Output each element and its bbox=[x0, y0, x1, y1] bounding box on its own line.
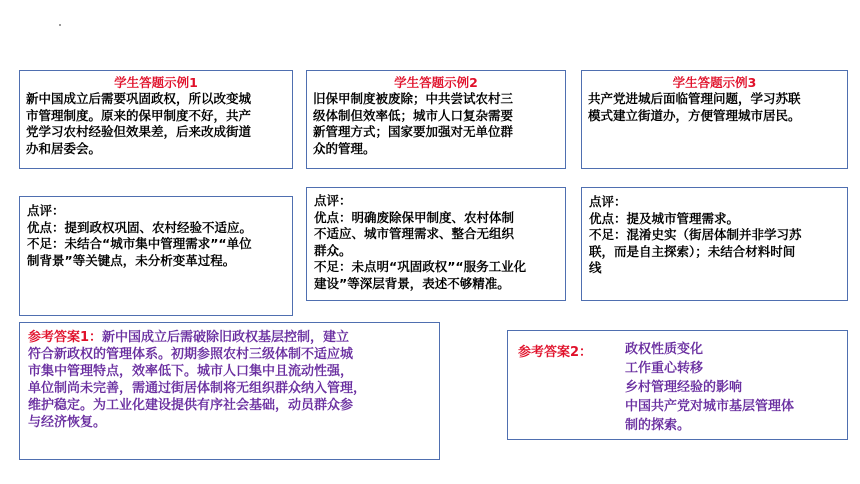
list-item: 政权性质变化 bbox=[625, 342, 704, 357]
example-text bbox=[582, 91, 847, 124]
text-line: 点评： bbox=[589, 194, 627, 209]
text-line: 旧保甲制度被废除；中共尝试农村三 bbox=[313, 91, 514, 106]
text-line: 级体制但效率低；城市人口复杂需要 bbox=[313, 107, 514, 123]
example-title: 学生答题示例3 bbox=[672, 75, 757, 90]
text-line bbox=[28, 329, 431, 346]
text-line: 点评： bbox=[314, 193, 352, 208]
comment-text bbox=[582, 188, 847, 277]
list-item: 制的探索。 bbox=[625, 418, 691, 433]
text-line: 新中国成立后需要巩固政权，所以改变城 bbox=[26, 91, 252, 106]
comment-box-2 bbox=[306, 187, 566, 301]
text-line: 优点：提及城市管理需求。 bbox=[589, 210, 740, 226]
decorative-dot bbox=[59, 24, 61, 26]
comment-box-3 bbox=[581, 187, 848, 301]
text-line: 单位制尚未完善，需通过街居体制将无组织群众纳入管理， bbox=[28, 381, 367, 396]
comment-box-1 bbox=[19, 196, 293, 316]
reference-answer-1-box bbox=[19, 322, 440, 460]
reference-answer-1-label: 参考答案1： bbox=[28, 330, 103, 345]
text-line: 线 bbox=[589, 260, 602, 275]
example-title: 学生答题示例1 bbox=[114, 75, 198, 90]
comment-text bbox=[20, 197, 292, 269]
reference-answer-2-list bbox=[625, 340, 794, 435]
reference-answer-1-text bbox=[20, 323, 439, 431]
example-box-1 bbox=[19, 70, 293, 169]
reference-answer-2-label: 参考答案2： bbox=[518, 345, 593, 360]
text-line: 市管理制度。原来的保甲制度不好，共产 bbox=[26, 107, 252, 123]
text-line: 建设”等深层背景，表述不够精准。 bbox=[314, 275, 510, 291]
text-line: 符合新政权的管理体系。初期参照农村三级体制不适应城 bbox=[28, 347, 354, 362]
text-line: 维护稳定。为工业化建设提供有序社会基础，动员群众参 bbox=[28, 398, 354, 413]
reference-answer-2-box bbox=[507, 330, 848, 440]
text-line: 众的管理。 bbox=[313, 140, 376, 156]
example-box-2 bbox=[306, 70, 566, 169]
text-line: 不适应、城市管理需求、整合无组织 bbox=[314, 226, 515, 241]
text-line: 不足：未结合“城市集中管理需求”“单位 bbox=[27, 236, 252, 251]
example-text bbox=[307, 91, 565, 157]
text-line: 群众。 bbox=[314, 242, 352, 258]
text-line: 联，而是自主探索）；未结合材料时间 bbox=[589, 243, 796, 259]
text-line: 模式建立街道办，方便管理城市居民。 bbox=[588, 107, 801, 123]
text-line: 优点：明确废除保甲制度、农村体制 bbox=[314, 209, 515, 225]
text-line: 不足：未点明“巩固政权”“服务工业化 bbox=[314, 259, 527, 274]
example-text bbox=[20, 91, 292, 157]
example-title: 学生答题示例2 bbox=[394, 75, 478, 90]
list-item: 工作重心转移 bbox=[625, 361, 704, 376]
text-line: 不足：混淆史实（街居体制并非学习苏 bbox=[589, 227, 802, 242]
list-item: 中国共产党对城市基层管理体 bbox=[625, 399, 795, 414]
text-line: 制背景”等关键点，未分析变革过程。 bbox=[27, 252, 236, 268]
text-line: 办和居委会。 bbox=[26, 140, 102, 156]
text-fragment: 新中国成立后需破除旧政权基层控制，建立 bbox=[102, 330, 350, 345]
text-line: 新管理方式；国家要加强对无单位群 bbox=[313, 124, 514, 139]
list-item: 乡村管理经验的影响 bbox=[625, 380, 743, 395]
comment-text bbox=[307, 188, 565, 292]
text-line: 市集中管理特点，效率低下。城市人口集中且流动性强， bbox=[28, 364, 354, 379]
text-line: 党学习农村经验但效果差，后来改成街道 bbox=[26, 124, 252, 139]
text-line: 点评： bbox=[27, 203, 65, 218]
text-line: 共产党进城后面临管理问题，学习苏联 bbox=[588, 91, 801, 106]
text-line: 优点：提到政权巩固、农村经验不适应。 bbox=[27, 219, 253, 235]
example-box-3 bbox=[581, 70, 848, 169]
text-line: 与经济恢复。 bbox=[28, 415, 107, 430]
